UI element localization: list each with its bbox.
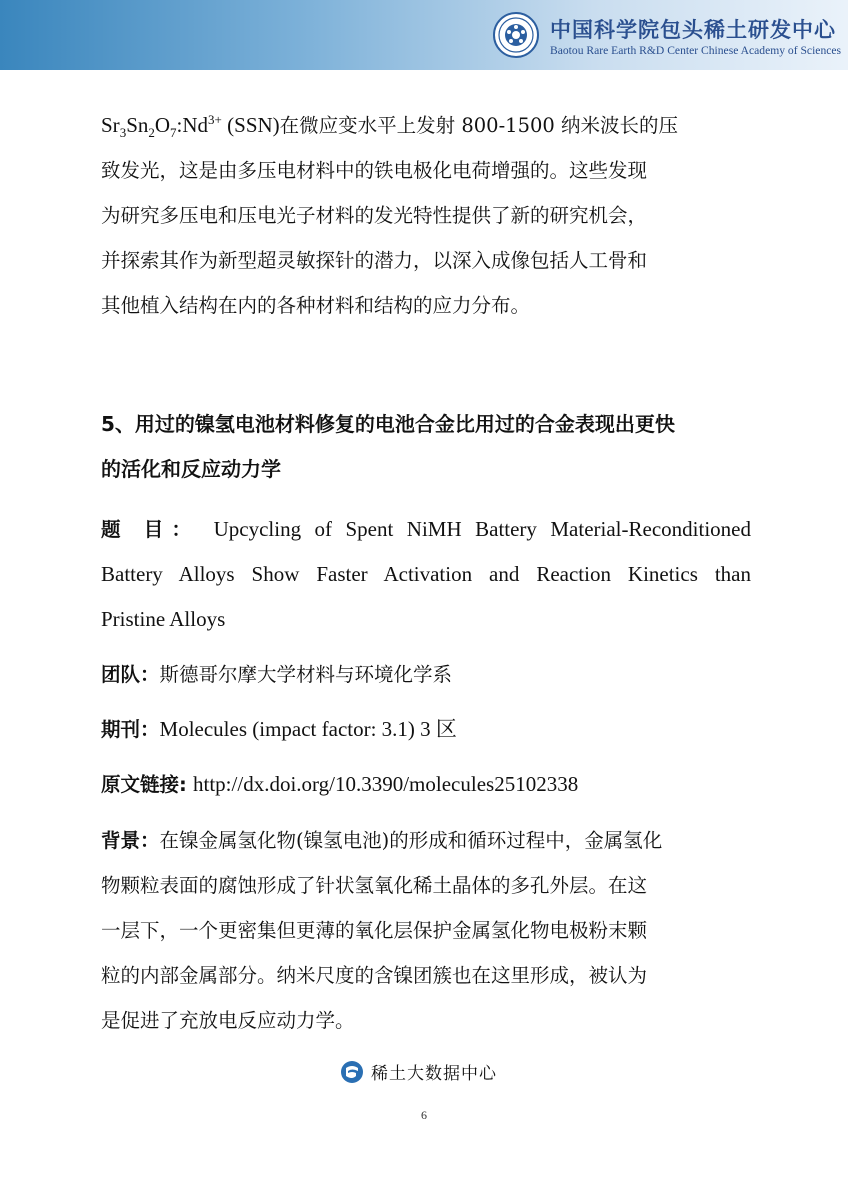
link-label: 原文链接: — [101, 773, 187, 796]
intro-line: 并探索其作为新型超灵敏探针的潜力，以深入成像包括人工骨和 — [101, 249, 648, 272]
team-label: 团队： — [101, 663, 160, 686]
intro-line: 致发光，这是由多压电材料中的铁电极化电荷增强的。这些发现 — [101, 159, 648, 182]
title-line: Pristine Alloys — [101, 607, 226, 631]
title-label: 题 目： — [101, 518, 200, 541]
background-paragraph — [101, 818, 751, 1043]
page-header — [0, 0, 848, 70]
intro-line: 其他植入结构在内的各种材料和结构的应力分布。 — [101, 294, 531, 317]
section-heading — [101, 402, 751, 492]
intro-line-1: $Sr_3Sn_2O_7:Nd^{3+}$ (SSN)在微应变水平上发射 800-1500 纳米波长的压 — [101, 112, 678, 141]
journal-label: 期刊： — [101, 718, 160, 741]
link-row — [101, 762, 751, 807]
heading-line: 5、用过的镍氢电池材料修复的电池合金比用过的合金表现出更快 — [101, 412, 675, 436]
background-line: 一层下，一个更密集但更薄的氧化层保护金属氢化物电极粉末颗 — [101, 919, 648, 942]
paper-title — [101, 507, 751, 642]
org-name-cn: 中国科学院包头稀土研发中心 — [550, 17, 836, 42]
rare-earth-data-logo-icon — [340, 1060, 364, 1084]
heading-line: 的活化和反应动力学 — [101, 457, 281, 481]
title-line: Battery Alloys Show Faster Activation and Reaction Kinetics than — [101, 562, 751, 586]
team-value: 斯德哥尔摩大学材料与环境化学系 — [159, 663, 453, 686]
team-row — [101, 652, 751, 697]
cas-emblem-icon — [493, 12, 539, 58]
intro-line: 为研究多压电和压电光子材料的发光特性提供了新的研究机会， — [101, 204, 648, 227]
background-line: 粒的内部金属部分。纳米尺度的含镍团簇也在这里形成，被认为 — [101, 964, 648, 987]
journal-row — [101, 707, 751, 752]
chemical-formula: $Sr_3Sn_2O_7:Nd^{3+}$ (SSN) — [101, 112, 280, 141]
intro-paragraph — [101, 103, 751, 328]
background-line: 是促进了充放电反应动力学。 — [101, 1009, 355, 1032]
org-name-en: Baotou Rare Earth R&D Center Chinese Academy of Sciences — [550, 44, 842, 57]
journal-value: Molecules (impact factor: 3.1) 3 区 — [159, 717, 457, 741]
background-line: 物颗粒表面的腐蚀形成了针状氢氧化稀土晶体的多孔外层。在这 — [101, 874, 648, 897]
title-line — [101, 507, 751, 552]
title-value: Upcycling of Spent NiMH Battery Material-Reconditioned — [213, 517, 751, 541]
background-label: 背景： — [101, 829, 160, 852]
doi-link[interactable]: http://dx.doi.org/10.3390/molecules25102338 — [193, 772, 579, 796]
page-number: 6 — [421, 1108, 427, 1122]
footer-brand-text: 稀土大数据中心 — [371, 1064, 497, 1084]
background-line: 背景：在镍金属氢化物(镍氢电池)的形成和循环过程中，金属氢化 — [101, 829, 663, 852]
